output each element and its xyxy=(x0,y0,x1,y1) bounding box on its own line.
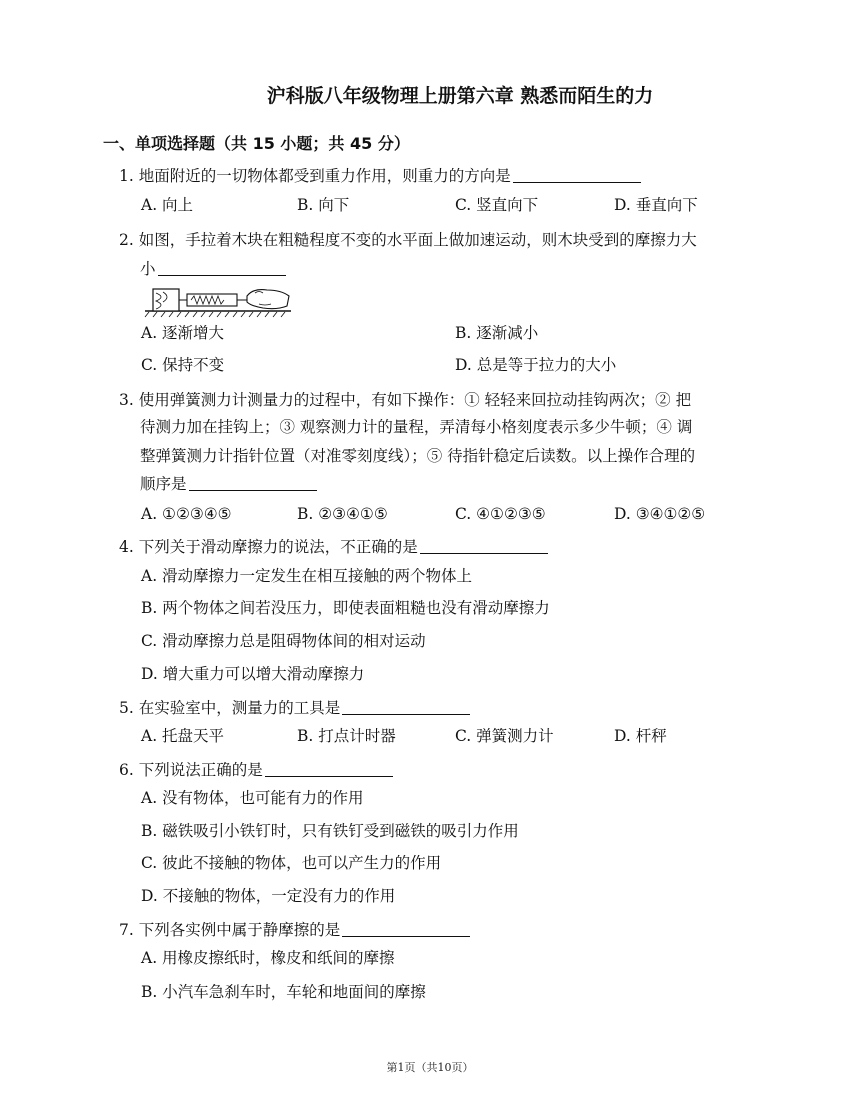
option-b: B. 磁铁吸引小铁钉时，只有铁钉受到磁铁的吸引力作用 xyxy=(141,822,519,840)
section-heading: 一、单项选择题（共 15 小题；共 45 分） xyxy=(103,134,410,153)
question-stem: 1. 地面附近的一切物体都受到重力作用，则重力的方向是 xyxy=(119,167,511,185)
question-3-line-2: 待测力加在挂钩上；③ 观察测力计的量程，弄清每小格刻度表示多少牛顿；④ 调 xyxy=(140,418,693,436)
block-pull-figure xyxy=(143,283,293,319)
option-c: C. ④①②③⑤ xyxy=(455,505,546,523)
option-d: D. 不接触的物体，一定没有力的作用 xyxy=(141,887,396,905)
option-a: A. 用橡皮擦纸时，橡皮和纸间的摩擦 xyxy=(141,949,395,967)
option-d: D. 增大重力可以增大滑动摩擦力 xyxy=(141,665,365,683)
option-b: B. ②③④①⑤ xyxy=(297,505,388,523)
page-title: 沪科版八年级物理上册第六章 熟悉而陌生的力 xyxy=(266,85,654,107)
option-c: C. 保持不变 xyxy=(141,356,225,374)
option-c: C. 滑动摩擦力总是阻碍物体间的相对运动 xyxy=(141,632,426,650)
option-a: A. 托盘天平 xyxy=(141,727,225,745)
option-b: B. 向下 xyxy=(297,196,350,214)
answer-blank xyxy=(513,166,641,183)
answer-blank xyxy=(342,698,470,715)
answer-blank xyxy=(420,537,548,554)
option-d: D. 总是等于拉力的大小 xyxy=(455,356,617,374)
option-b: B. 打点计时器 xyxy=(297,727,396,745)
question-2: 2. 如图，手拉着木块在粗糙程度不变的水平面上做加速运动，则木块受到的摩擦力大 xyxy=(119,231,697,249)
answer-blank xyxy=(265,760,393,777)
option-d: D. ③④①②⑤ xyxy=(614,505,706,523)
question-6: 6. 下列说法正确的是 xyxy=(119,759,393,781)
question-1 xyxy=(119,165,641,187)
question-3-line-3: 整弹簧测力计指针位置（对准零刻度线）；⑤ 待指针稳定后读数。以上操作合理的 xyxy=(140,447,696,465)
option-b: B. 小汽车急刹车时，车轮和地面间的摩擦 xyxy=(141,983,426,1001)
option-a: A. 没有物体，也可能有力的作用 xyxy=(141,789,364,807)
question-4: 4. 下列关于滑动摩擦力的说法，不正确的是 xyxy=(119,536,548,558)
page-footer: 第1页（共10页） xyxy=(386,1061,474,1074)
question-2-cont: 小 xyxy=(140,258,286,280)
option-c: C. 弹簧测力计 xyxy=(455,727,554,745)
question-7: 7. 下列各实例中属于静摩擦的是 xyxy=(119,919,470,941)
option-a: A. 滑动摩擦力一定发生在相互接触的两个物体上 xyxy=(141,567,473,585)
option-d: D. 垂直向下 xyxy=(614,196,698,214)
answer-blank xyxy=(189,474,317,491)
option-a: A. 逐渐增大 xyxy=(141,324,225,342)
option-b: B. 逐渐减小 xyxy=(455,324,539,342)
option-b: B. 两个物体之间若没压力，即使表面粗糙也没有滑动摩擦力 xyxy=(141,599,550,617)
question-3: 3. 使用弹簧测力计测量力的过程中，有如下操作：① 轻轻来回拉动挂钩两次；② 把 xyxy=(119,391,692,409)
answer-blank xyxy=(158,259,286,276)
option-a: A. 向上 xyxy=(141,196,194,214)
option-d: D. 杆秤 xyxy=(614,727,667,745)
question-3-line-4: 顺序是 xyxy=(140,473,317,495)
question-5: 5. 在实验室中，测量力的工具是 xyxy=(119,697,470,719)
option-c: C. 彼此不接触的物体，也可以产生力的作用 xyxy=(141,854,442,872)
option-a: A. ①②③④⑤ xyxy=(141,505,232,523)
option-c: C. 竖直向下 xyxy=(455,196,539,214)
answer-blank xyxy=(342,920,470,937)
